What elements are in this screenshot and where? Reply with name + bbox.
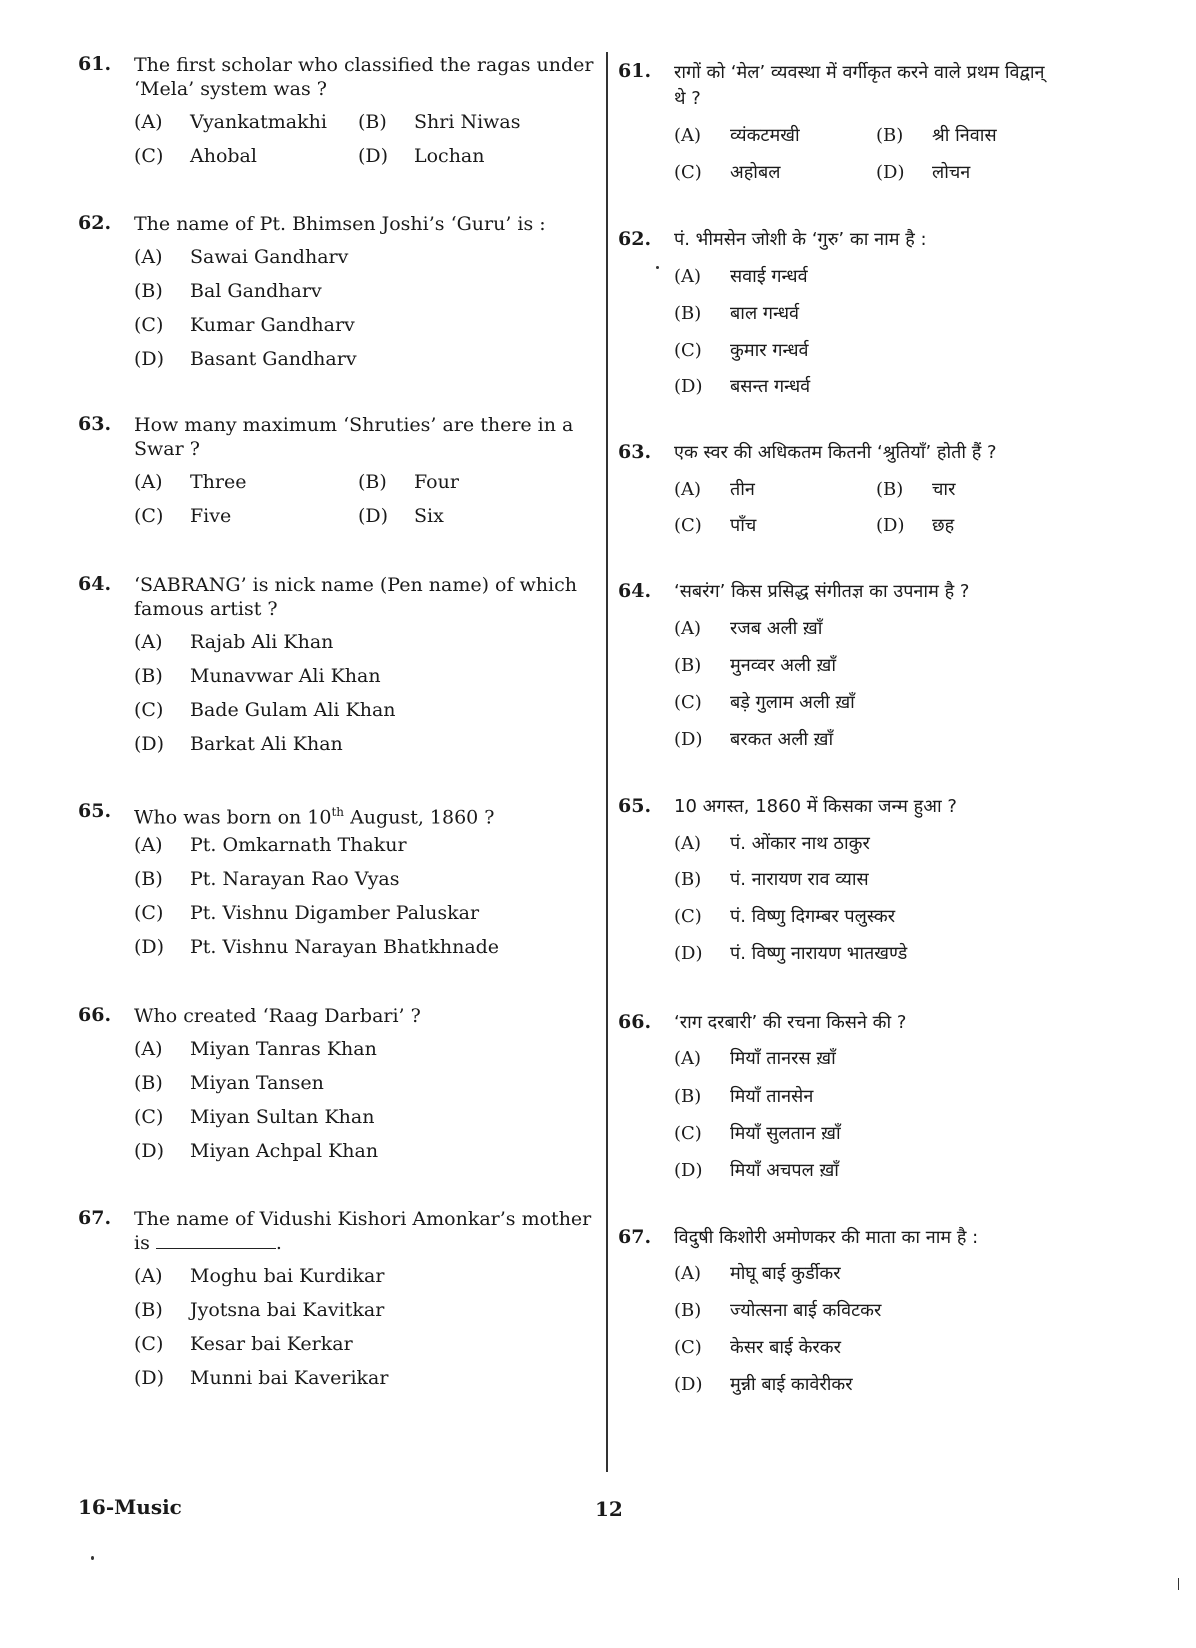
question-text: The first scholar who classified the ragas under ‘Mela’ system was ?: [134, 54, 594, 100]
column-divider: [606, 52, 608, 1472]
question-text: Who was born on 10th August, 1860 ?: [134, 805, 495, 829]
question-text: The name of Pt. Bhimsen Joshi’s ‘Guru’ is :: [134, 213, 546, 235]
page-number: 12: [595, 1497, 623, 1521]
question-text: How many maximum ‘Shruties’ are there in a Swar ?: [134, 414, 574, 460]
question-number: 62.: [78, 212, 112, 234]
question-number: 67.: [78, 1207, 112, 1229]
answer-blank: [156, 1234, 276, 1249]
question-number: 63.: [618, 441, 652, 463]
question-text: ‘राग दरबारी’ की रचना किसने की ?: [674, 1012, 907, 1033]
question-number: 62.: [618, 228, 652, 250]
scan-speck: [91, 1556, 94, 1560]
question-number: 63.: [78, 413, 112, 435]
question-number: 66.: [618, 1011, 652, 1033]
question-text: रागों को ‘मेल’ व्यवस्था में वर्गीकृत करने वाले प्रथम विद्वान् थे ?: [674, 62, 1045, 109]
question-text: एक स्वर की अधिकतम कितनी ‘श्रुतियाँ’ होती हैं ?: [674, 442, 997, 463]
scan-speck: [656, 266, 659, 269]
question-number: 65.: [618, 795, 652, 817]
question-text: विदुषी किशोरी अमोणकर की माता का नाम है :: [674, 1227, 979, 1248]
question-number: 67.: [618, 1226, 652, 1248]
question-number: 64.: [78, 573, 112, 595]
question-text: पं. भीमसेन जोशी के ‘गुरु’ का नाम है :: [674, 229, 927, 250]
question-text: The name of Vidushi Kishori Amonkar’s mother is .: [134, 1208, 592, 1254]
question-text: ‘SABRANG’ is nick name (Pen name) of which famous artist ?: [134, 574, 577, 620]
question-text: 10 अगस्त, 1860 में किसका जन्म हुआ ?: [674, 796, 957, 817]
question-text: Who created ‘Raag Darbari’ ?: [134, 1005, 421, 1027]
question-text: ‘सबरंग’ किस प्रसिद्ध संगीतज्ञ का उपनाम है ?: [674, 581, 970, 602]
question-number: 61.: [618, 60, 652, 82]
scan-speck: [1178, 1578, 1179, 1590]
question-number: 65.: [78, 800, 112, 822]
question-number: 66.: [78, 1004, 112, 1026]
question-number: 64.: [618, 580, 652, 602]
subject-code: 16-Music: [78, 1495, 182, 1519]
question-number: 61.: [78, 53, 112, 75]
